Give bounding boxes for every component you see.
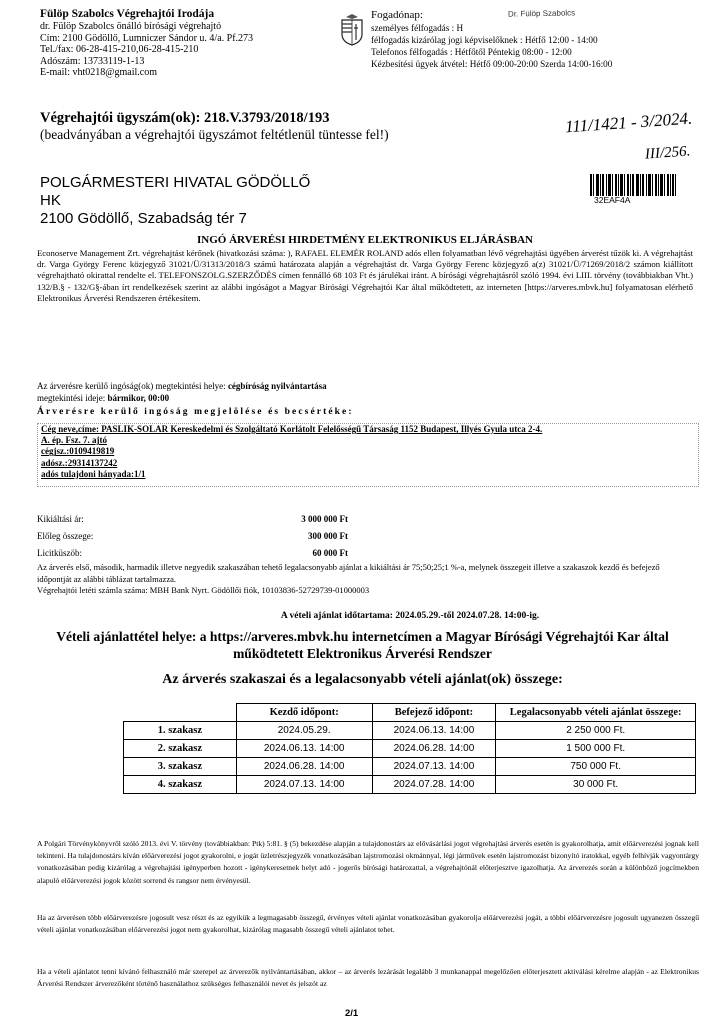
item-line: A. ép. Fsz. 7. ajtó [41,435,107,446]
table-cell: 2024.07.13. 14:00 [236,776,372,794]
viewing-time-value: bármikor, 00:00 [107,393,170,403]
table-cell: 2 250 000 Ft. [496,722,696,740]
office-line: Adószám: 13733119-1-13 [40,55,145,67]
price-label: Kikiáltási ár: [37,514,84,524]
legal-paragraph: Ha az árverésen több előárverezésre jogosult vesz részt és az egyikük a legmagasabb összegű, érvényes vételi ajánlat vonatkozásában gyakorolja előárverezési jogát, a többi előárverezésre jogosult ugyanezen összegű vételi ajánlat vonatkozásában előárverezési jogot nem gyakorolhat, kizárólag magasabb összegű vételi ajánlatot tehet. [37,913,699,935]
office-line: Tel./fax: 06-28-415-210,06-28-415-210 [40,44,199,55]
reception-line: Kézbesítési ügyek átvétel: Hétfő 09:00-20:00 Szerda 14:00-16:00 [371,59,613,69]
table-cell: 750 000 Ft. [496,758,696,776]
table-cell: 3. szakasz [124,758,237,776]
case-note: (beadványában a végrehajtói ügyszámot feltétlenül tüntesse fel!) [40,127,389,142]
reception-line: félfogadás kizárólag jogi képviselőknek : Hétfő 12:00 - 14:00 [371,35,598,45]
table-header-cell [124,704,237,722]
table-cell: 1. szakasz [124,722,237,740]
reception-line: személyes félfogadás : H [371,23,464,33]
table-cell: 2024.07.28. 14:00 [372,776,496,794]
office-line: Cím: 2100 Gödöllő, Lumniczer Sándor u. 4/a. Pf.273 [40,32,254,44]
table-cell: 2024.06.13. 14:00 [236,740,372,758]
addressee-line: POLGÁRMESTERI HIVATAL GÖDÖLLŐ [40,174,311,191]
office-header [40,8,340,79]
table-row [124,758,696,776]
reception-title: Fogadónap: [371,9,423,21]
table-cell: 2024.06.28. 14:00 [372,740,496,758]
table-cell: 2024.06.13. 14:00 [372,722,496,740]
table-header-row [124,704,696,722]
intro-paragraph: Econoserve Management Zrt. végrehajtást kérőnek (hivatkozási száma: ), RAFAEL ELEMÉR ROLAND adós ellen folyamatban lévő végrehajtási ügyében árverést tűzök ki. A végrehajtást dr. Varga György Ferenc közjegyző 31021/Ü/31313/2018/3 számú határozata alapján a végrehajtást dr. Varga György Ferenc közjegyző a(z) 31021/Ü/71269/2018/2 számon kiállított végrehajtható okirattal rendelte el. TELEFONSZOLG.SZERZŐDÉS címen fennálló 68 103 Ft és járulékai iránt. A bírósági végrehajtásról szóló 1994. évi LIII. törvény (továbbiakban Vht.) 132/B.§ - 132/G§-ában írt rendelkezések szerint az alábbi ingóságot a Magyar Bírósági Végrehajtói Kar által működtetett, az interneten [https://arveres.mbvk.hu] folyamatosan elérhető Elektronikus Árverési Rendszeren értékesítem. [37,248,693,303]
stamp-text: Dr. Fülöp Szabolcs [507,8,576,19]
table-header-cell: Legalacsonyabb vételi ajánlat összege: [496,704,696,722]
item-description [37,423,699,487]
table-header-cell: Befejező időpont: [372,704,496,722]
page-number: 2/1 [345,1008,359,1019]
table-cell: 1 500 000 Ft. [496,740,696,758]
price-value: 3 000 000 Ft [301,514,348,524]
stages-title: Az árverés szakaszai és a legalacsonyabb vételi ajánlat(ok) összege: [162,672,563,687]
case-number: Végrehajtói ügyszám(ok): 218.V.3793/2018/193 [40,110,330,126]
table-cell: 2. szakasz [124,740,237,758]
table-cell: 2024.05.29. [236,722,372,740]
table-row [124,722,696,740]
barcode-icon [590,174,676,196]
item-line: cégjsz.:0109419819 [41,446,115,457]
table-row [124,740,696,758]
table-cell: 2024.07.13. 14:00 [372,758,496,776]
price-info [37,562,687,597]
office-name: Fülöp Szabolcs Végrehajtói Irodája [40,8,215,20]
item-heading: Árverésre kerülő ingóság megjelölése és becsértéke: [37,407,354,417]
table-cell: 2024.06.28. 14:00 [236,758,372,776]
legal-paragraph: A Polgári Törvénykönyvről szóló 2013. évi V. törvény (továbbiakban: Ptk) 5:81. § (5) bekezdése alapján a tulajdonostárs az elővásárlási jogot végrehajtási árverés esetén is gyakorolhatja, amit előárverezési jognak kell tekinteni. Ha tulajdonostárs kíván előárverezési jogot gyakorolni, e jogát üzletrészjegyzék vonatkozásában lajstromozási okmánnyal, légi járművek esetén lajstromozást bizonyító iratokkal, egyéb felhívják vagyontárgy vonatkozásában pedig kizárólag a végrehajtási igényperben hozott - igénykeresetnek helyt adó - jogerős bírósági határozattal, a végrehajtónál előterjesztve igazolhatja. Az árverezés során a különböző jogcímekben alapuló előárverezési jogok között sorrend és rangsor nem érvényesül. [37,839,699,885]
viewing-info [37,380,687,404]
table-row [124,776,696,794]
item-line: adósz.:29314137242 [41,457,118,468]
addressee-block [40,174,310,228]
legal-paragraph: Ha a vételi ajánlatot tenni kívánó felhasználó már szerepel az árverezők nyilvántartásában, akkor – az árverés lezárását legalább 3 munkanappal megelőzően előterjesztett aktiválási kérelme alapján - az Elektronikus Árverési Rendszer árverezőként történő használathoz szükséges felhasználói nevet és jelszót az [37,967,699,989]
office-line: dr. Fülöp Szabolcs önálló bírósági végrehajtó [40,21,222,32]
item-line: Cég neve,címe: PASLIK-SOLAR Kereskedelmi és Szolgáltató Korlátolt Felelősségű Társaság 1152 Budapest, Illyés Gyula utca 2-4. [41,424,543,434]
viewing-place-value: cégbíróság nyilvántartása [227,381,327,391]
table-header-cell: Kezdő időpont: [236,704,372,722]
viewing-time-label: megtekintési ideje: [37,393,106,403]
addressee-line: 2100 Gödöllő, Szabadság tér 7 [40,210,247,227]
handwritten-reference-2: III/256. [644,143,691,163]
bid-place: Vételi ajánlattétel helye: a https://arveres.mbvk.hu internetcímen a Magyar Bírósági Végrehajtói Kar által működtetett Elektronikus Árverési Rendszer [56,629,669,661]
offer-period: A vételi ajánlat időtartama: 2024.05.29.-től 2024.07.28. 14:00-ig. [280,611,540,621]
account-number: Végrehajtói letéti számla száma: MBH Bank Nyrt. Gödöllői fiók, 10103836-52729739-01000003 [37,585,370,595]
handwritten-reference: 111/1421 - 3/2024. [564,108,693,137]
item-line: adós tulajdoni hányada:1/1 [41,468,146,479]
barcode-text: 32EAF4A [594,195,631,205]
price-info-text: Az árverés első, második, harmadik illetve negyedik szakaszában tehető legalacsonyabb ajánlat a kikiáltási ár 75;50;25;1 %-a, melynek összegeit illetve a szakaszok kezdő és befejező időpontját az alábbi táblázat tartalmazza. [37,562,660,584]
reception-line: Telefonos félfogadás : Hétfőtől Péntekig 08:00 - 12:00 [371,47,572,57]
price-value: 60 000 Ft [312,548,348,558]
addressee-line: HK [40,192,61,209]
table-cell: 4. szakasz [124,776,237,794]
coat-of-arms-icon [340,14,364,46]
table-cell: 30 000 Ft. [496,776,696,794]
office-line: E-mail: vht0218@gmail.com [40,67,157,78]
viewing-place-label: Az árverésre kerülő ingóság(ok) megtekintési helye: [37,381,226,391]
document-title: INGÓ ÁRVERÉSI HIRDETMÉNY ELEKTRONIKUS ELJÁRÁSBAN [197,234,533,246]
stages-table [123,703,696,794]
price-value: 300 000 Ft [308,531,348,541]
price-label: Licitküszöb: [37,548,82,558]
price-label: Előleg összege: [37,531,94,541]
